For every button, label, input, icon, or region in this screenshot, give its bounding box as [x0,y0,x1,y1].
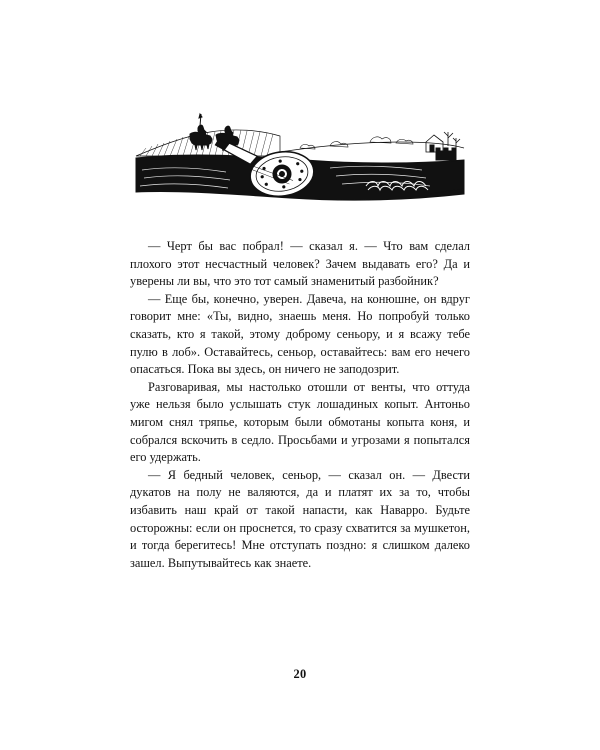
paragraph: Разговаривая, мы настолько отошли от венты, что оттуда уже нельзя было услышать стук лошадиных копыт. Антоньо мигом снял тряпье, которым были обмотаны копыта коня, и собрался вскочить в седло. Просьбами и угрозами я попытался его удержать. [130,379,470,465]
paragraph: — Черт бы вас побрал! — сказал я. — Что вам сделал плохого этот несчастный человек? Зачем выдавать его? Да и уверены ли вы, что это тот самый знаменитый разбойник? [130,239,470,289]
page-number: 20 [293,667,307,681]
body-text [130,238,470,572]
page-content [130,90,470,681]
paragraph: — Я бедный человек, сеньор, — сказал он. — Двести дукатов на полу не валяются, да и платят их за то, чтобы избавить наш край от такой напасти, как Наварро. Будьте осторожны: если он проснется, то сразу схватится за мушкетон, и тогда берегитесь! Мне отступать поздно: я слишком далеко зашел. Выпутывайтесь как знаете. [130,467,470,570]
paragraph: — Еще бы, конечно, уверен. Давеча, на конюшне, он вдруг говорит мне: «Ты, видно, знаешь меня. Но попробуй только сказать, кто я такой, этому доброму сеньору, и я всажу тебе пулю в лоб». Оставайтесь, сеньор, оставайтесь: вам его нечего опасаться. Пока вы здесь, он ничего не заподозрит. [130,291,470,377]
vignette-illustration [130,90,470,220]
